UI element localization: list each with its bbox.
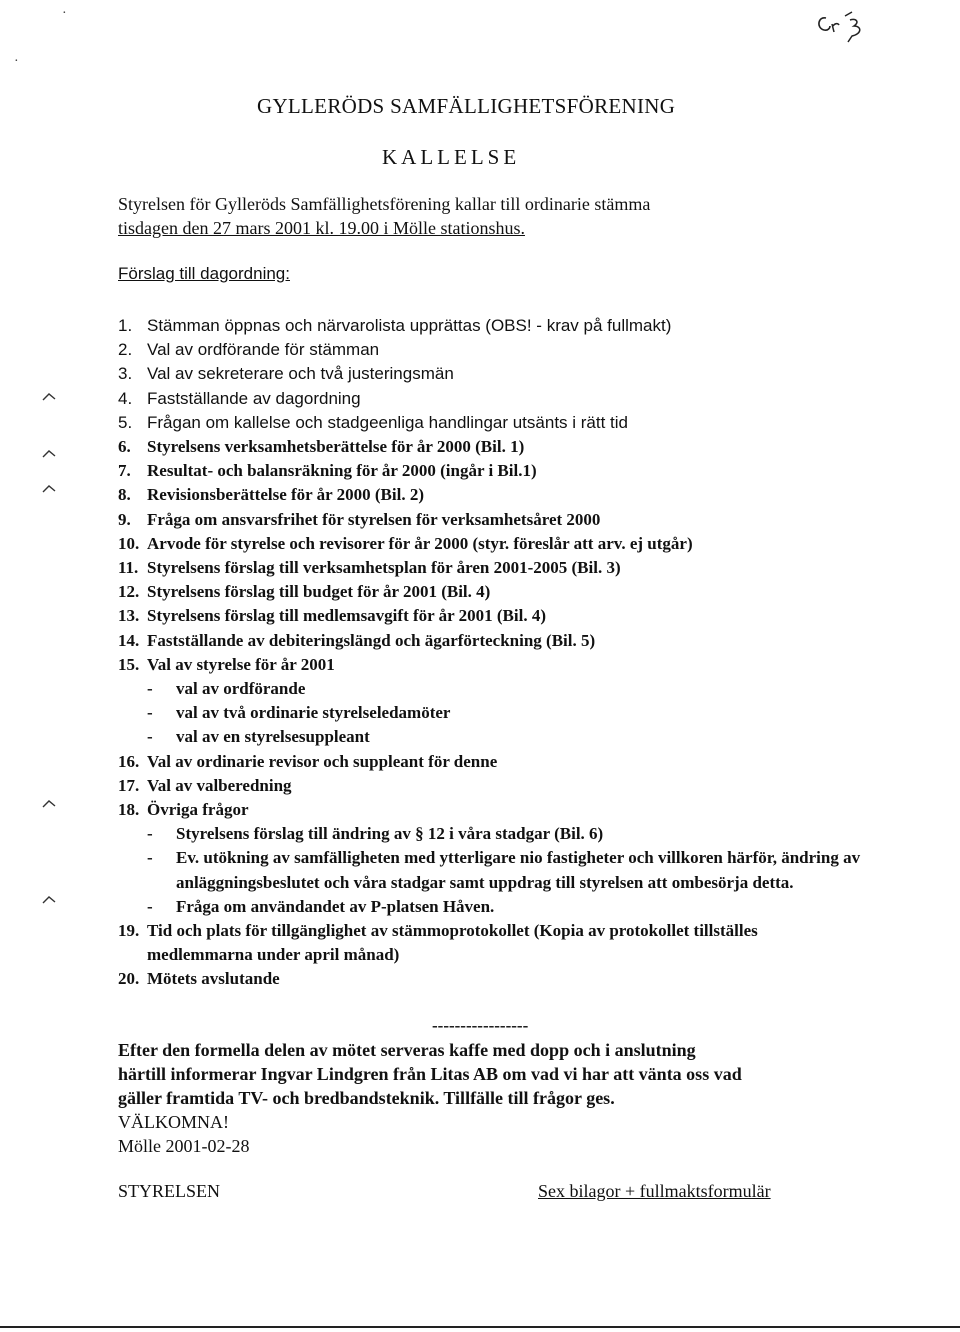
agenda-item xyxy=(118,919,847,967)
agenda-item xyxy=(118,435,878,459)
agenda-item-number: 3. xyxy=(118,364,133,384)
dash-bullet: - xyxy=(147,679,153,699)
attachments-note: Sex bilagor + fullmaktsformulär xyxy=(538,1181,771,1201)
agenda-subitem xyxy=(147,846,866,894)
agenda-item-text: Styrelsens förslag till medlemsavgift för år 2001 (Bil. 4) xyxy=(147,606,546,626)
closing-line-1: Efter den formella delen av mötet serveras kaffe med dopp och i anslutning xyxy=(118,1040,696,1060)
dash-bullet: - xyxy=(147,824,153,844)
agenda-item-number: 1. xyxy=(118,316,133,335)
handwritten-annotation xyxy=(812,10,872,44)
agenda-subitem xyxy=(147,701,878,725)
agenda-item-number: 13. xyxy=(118,606,140,626)
agenda-item xyxy=(118,459,878,483)
agenda-subitem xyxy=(147,822,878,846)
agenda-item-text: Frågan om kallelse och stadgeenliga handlingar utsänts i rätt tid xyxy=(147,412,629,432)
agenda-label: Förslag till dagordning: xyxy=(118,264,290,283)
agenda-item-text: Val av styrelse för år 2001 xyxy=(147,654,335,674)
document-heading: KALLELSE xyxy=(382,145,521,169)
date-place: Mölle 2001-02-28 xyxy=(118,1136,250,1156)
scan-dot: · xyxy=(62,6,67,21)
margin-mark xyxy=(42,393,56,401)
agenda-item xyxy=(118,580,878,604)
dash-bullet: - xyxy=(147,703,153,723)
intro-line-1: Styrelsen för Gylleröds Samfällighetsförening kallar till ordinarie stämma xyxy=(118,194,651,214)
agenda-item-number: 8. xyxy=(118,485,131,505)
organization-title: GYLLERÖDS SAMFÄLLIGHETSFÖRENING xyxy=(257,94,676,118)
agenda-item-text: Fråga om ansvarsfrihet för styrelsen för verksamhetsåret 2000 xyxy=(147,509,601,529)
agenda-item-number: 6. xyxy=(118,437,131,457)
agenda-item-number: 19. xyxy=(118,921,140,941)
scan-dot: · xyxy=(14,54,19,69)
agenda-item-number: 20. xyxy=(118,969,140,989)
agenda-item-number: 11. xyxy=(118,558,139,578)
agenda-item xyxy=(118,532,878,556)
agenda-item xyxy=(118,338,878,362)
agenda-item-text: Stämman öppnas och närvarolista upprättas (OBS! - krav på fullmakt) xyxy=(147,316,672,335)
agenda-subitem xyxy=(147,895,878,919)
agenda-item-text: Mötets avslutande xyxy=(147,969,280,989)
agenda-item-number: 7. xyxy=(118,461,131,481)
agenda-item xyxy=(118,411,878,435)
agenda-item-number: 2. xyxy=(118,340,133,360)
dash-bullet: - xyxy=(147,727,153,747)
agenda-item xyxy=(118,629,878,653)
agenda-item-text: Val av valberedning xyxy=(147,775,292,795)
margin-mark xyxy=(42,485,56,493)
agenda-item xyxy=(118,653,878,750)
dash-bullet: - xyxy=(147,848,153,868)
welcome-text: VÄLKOMNA! xyxy=(118,1112,229,1132)
agenda-item-number: 18. xyxy=(118,800,140,820)
agenda-item-number: 5. xyxy=(118,412,133,432)
agenda-item xyxy=(118,387,878,411)
agenda-item-number: 16. xyxy=(118,751,140,771)
agenda-item xyxy=(118,774,878,798)
signature: STYRELSEN xyxy=(118,1181,221,1201)
agenda-subitem-text: Fråga om användandet av P-platsen Håven. xyxy=(176,896,495,916)
margin-mark xyxy=(42,896,56,904)
margin-mark xyxy=(42,800,56,808)
closing-paragraph xyxy=(118,1038,878,1158)
agenda-item xyxy=(118,556,878,580)
agenda-item xyxy=(118,483,878,507)
agenda-item-text: Resultat- och balansräkning för år 2000 (ingår i Bil.1) xyxy=(147,461,537,481)
agenda-item-number: 12. xyxy=(118,582,140,602)
agenda-item-number: 17. xyxy=(118,775,140,795)
agenda-subitem xyxy=(147,677,878,701)
agenda-item-text: Revisionsberättelse för år 2000 (Bil. 2) xyxy=(147,485,424,505)
agenda-item-number: 15. xyxy=(118,654,140,674)
agenda-subitem-text: val av en styrelsesuppleant xyxy=(176,727,370,747)
closing-line-2: härtill informerar Ingvar Lindgren från Litas AB om vad vi har att vänta oss vad xyxy=(118,1064,742,1084)
agenda-item xyxy=(118,362,878,386)
agenda-subitem-text: val av ordförande xyxy=(176,679,306,699)
bottom-edge-line xyxy=(0,1326,960,1328)
agenda-subitem xyxy=(147,725,878,749)
intro-line-2: tisdagen den 27 mars 2001 kl. 19.00 i Mölle stationshus. xyxy=(118,218,525,238)
agenda-item-text: Styrelsens förslag till budget för år 2001 (Bil. 4) xyxy=(147,582,491,602)
agenda-subitem-text: Styrelsens förslag till ändring av § 12 i våra stadgar (Bil. 6) xyxy=(176,824,604,844)
agenda-item xyxy=(118,314,878,338)
intro-paragraph xyxy=(118,192,818,240)
agenda-subitem-text: val av två ordinarie styrelseledamöter xyxy=(176,703,451,723)
agenda-item-text: Fastställande av debiteringslängd och ägarförteckning (Bil. 5) xyxy=(147,630,596,650)
agenda-item-number: 9. xyxy=(118,509,131,529)
agenda-item xyxy=(118,798,878,919)
section-separator: ----------------- xyxy=(432,1016,529,1035)
agenda-item-text: Övriga frågor xyxy=(147,800,249,820)
agenda-sublist xyxy=(147,822,878,919)
agenda-item-text: Val av ordinarie revisor och suppleant för denne xyxy=(147,751,498,771)
agenda-item-text: Val av sekreterare och två justeringsmän xyxy=(147,364,454,384)
agenda-item-number: 4. xyxy=(118,388,133,408)
agenda-item xyxy=(118,604,878,628)
agenda-item-text: Val av ordförande för stämman xyxy=(147,340,380,360)
agenda-item-text: Styrelsens förslag till verksamhetsplan för åren 2001-2005 (Bil. 3) xyxy=(147,558,621,578)
agenda-list xyxy=(118,314,878,992)
agenda-item-number: 10. xyxy=(118,533,140,553)
agenda-subitem-text: Ev. utökning av samfälligheten med ytterligare nio fastigheter och villkoren härför, ändring av anläggningsbeslutet och våra stadgar samt uppdrag till styrelsen att ombesörja detta. xyxy=(176,848,861,892)
margin-mark xyxy=(42,450,56,458)
agenda-sublist xyxy=(147,677,878,750)
agenda-item xyxy=(118,750,878,774)
agenda-item-text: Arvode för styrelse och revisorer för år 2000 (styr. föreslår att arv. ej utgår) xyxy=(147,533,693,553)
closing-line-3: gäller framtida TV- och bredbandsteknik. Tillfälle till frågor ges. xyxy=(118,1088,615,1108)
agenda-item-number: 14. xyxy=(118,630,140,650)
agenda-item xyxy=(118,967,878,991)
agenda-item-text: Styrelsens verksamhetsberättelse för år 2000 (Bil. 1) xyxy=(147,437,525,457)
agenda-item-text: Tid och plats för tillgänglighet av stämmoprotokollet (Kopia av protokollet tillställes medlemmarna under april månad) xyxy=(147,921,758,965)
agenda-item xyxy=(118,508,878,532)
dash-bullet: - xyxy=(147,896,153,916)
agenda-item-text: Fastställande av dagordning xyxy=(147,388,361,408)
